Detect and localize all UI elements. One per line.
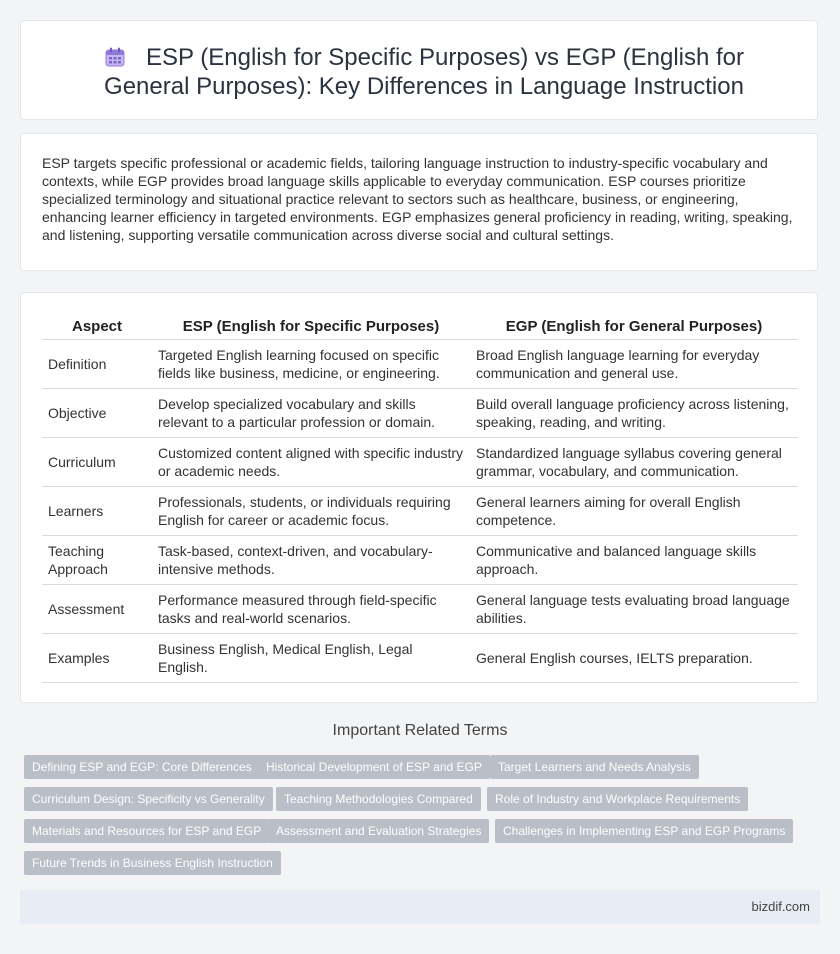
row-aspect: Learners: [42, 487, 152, 536]
title-block: [61, 43, 787, 101]
row-aspect: Assessment: [42, 585, 152, 634]
table-row: [42, 438, 798, 487]
related-term-tag[interactable]: Role of Industry and Workplace Requirements: [487, 787, 748, 811]
row-esp: Task-based, context-driven, and vocabulary-intensive methods.: [152, 536, 470, 585]
table-row: [42, 487, 798, 536]
row-esp: Performance measured through field-specific tasks and real-world scenarios.: [152, 585, 470, 634]
row-aspect: Objective: [42, 389, 152, 438]
table-row: [42, 536, 798, 585]
related-term-tag[interactable]: Materials and Resources for ESP and EGP: [24, 819, 269, 843]
row-aspect: Examples: [42, 634, 152, 683]
related-term-tag[interactable]: Teaching Methodologies Compared: [276, 787, 481, 811]
related-term-tag[interactable]: Challenges in Implementing ESP and EGP Programs: [495, 819, 793, 843]
calendar-icon: [104, 46, 126, 68]
table-row: [42, 340, 798, 389]
row-egp: Build overall language proficiency across listening, speaking, reading, and writing.: [470, 389, 798, 438]
row-aspect: Curriculum: [42, 438, 152, 487]
comparison-table: [42, 315, 798, 683]
header-egp: EGP (English for General Purposes): [470, 315, 798, 340]
intro-paragraph: ESP targets specific professional or academic fields, tailoring language instruction to industry-specific vocabulary and contexts, while EGP provides broad language skills applicable to everyday communication. ESP courses prioritize specialized terminology and situational practice relevant to sectors such as healthcare, business, or engineering, enhancing learner efficiency in targeted environments. EGP emphasizes general proficiency in reading, writing, speaking, and listening, supporting versatile communication across diverse social and cultural settings.: [42, 155, 793, 243]
related-term-tag[interactable]: Target Learners and Needs Analysis: [490, 755, 699, 779]
related-term-tag[interactable]: Future Trends in Business English Instruction: [24, 851, 281, 875]
page-title: ESP (English for Specific Purposes) vs EGP (English for General Purposes): Key Differences in Language Instruction: [104, 44, 745, 100]
row-esp: Targeted English learning focused on specific fields like business, medicine, or engineering.: [152, 340, 470, 389]
row-aspect: Teaching Approach: [42, 536, 152, 585]
row-egp: General learners aiming for overall English competence.: [470, 487, 798, 536]
header-aspect: Aspect: [42, 315, 152, 340]
table-row: [42, 634, 798, 683]
related-terms-heading: Important Related Terms: [332, 722, 508, 739]
comparison-card: [20, 292, 818, 703]
row-esp: Develop specialized vocabulary and skills relevant to a particular profession or domain.: [152, 389, 470, 438]
row-esp: Business English, Medical English, Legal English.: [152, 634, 470, 683]
row-egp: General English courses, IELTS preparation.: [470, 634, 798, 683]
row-egp: General language tests evaluating broad language abilities.: [470, 585, 798, 634]
related-term-tag[interactable]: Assessment and Evaluation Strategies: [268, 819, 489, 843]
footer: [20, 890, 820, 924]
title-card: [20, 20, 818, 120]
row-esp: Customized content aligned with specific industry or academic needs.: [152, 438, 470, 487]
footer-site-link[interactable]: bizdif.com: [751, 899, 810, 914]
header-esp: ESP (English for Specific Purposes): [152, 315, 470, 340]
intro-card: [20, 133, 818, 271]
table-row: [42, 389, 798, 438]
related-term-tag[interactable]: Curriculum Design: Specificity vs Generality: [24, 787, 273, 811]
table-row: [42, 585, 798, 634]
table-header-row: [42, 315, 798, 340]
row-esp: Professionals, students, or individuals requiring English for career or academic focus.: [152, 487, 470, 536]
row-egp: Communicative and balanced language skills approach.: [470, 536, 798, 585]
related-term-tag[interactable]: Historical Development of ESP and EGP: [258, 755, 490, 779]
row-egp: Standardized language syllabus covering general grammar, vocabulary, and communication.: [470, 438, 798, 487]
row-egp: Broad English language learning for everyday communication and general use.: [470, 340, 798, 389]
row-aspect: Definition: [42, 340, 152, 389]
related-term-tag[interactable]: Defining ESP and EGP: Core Differences: [24, 755, 260, 779]
